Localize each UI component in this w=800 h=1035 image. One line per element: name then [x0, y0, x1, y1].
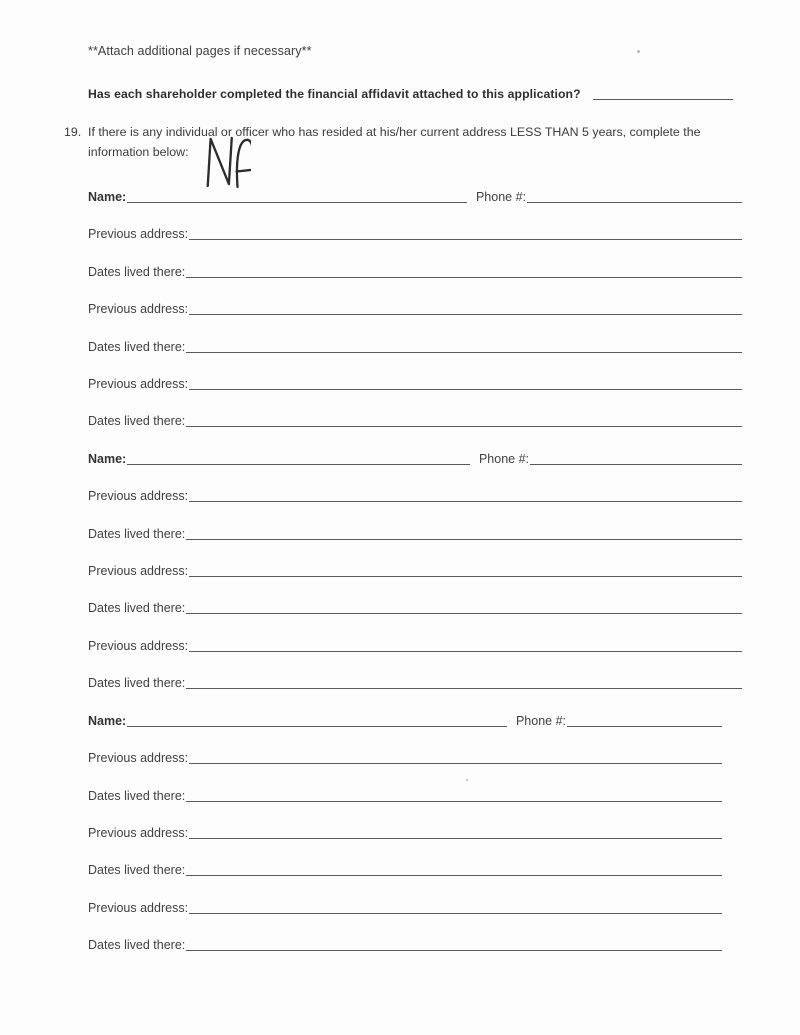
dates-lived-blank	[186, 413, 742, 427]
question-19-text-line2: information below:	[88, 144, 189, 159]
dates-lived-blank	[186, 264, 742, 278]
dates-lived-label: Dates lived there:	[88, 414, 186, 428]
dates-lived-blank	[186, 600, 742, 614]
dates-lived-label: Dates lived there:	[88, 938, 186, 952]
question-19-text	[88, 123, 701, 162]
scan-speck	[466, 779, 468, 781]
name-blank	[127, 713, 507, 727]
dates-lived-row	[88, 934, 722, 952]
dates-lived-row	[88, 672, 742, 690]
phone-label: Phone #:	[515, 714, 566, 728]
previous-address-label: Previous address:	[88, 826, 189, 840]
name-row	[88, 448, 742, 466]
affidavit-question: Has each shareholder completed the financial affidavit attached to this application?	[88, 87, 581, 101]
previous-address-row	[88, 560, 742, 578]
name-row	[88, 186, 742, 204]
attach-note: **Attach additional pages if necessary**	[88, 44, 312, 58]
dates-lived-label: Dates lived there:	[88, 863, 186, 877]
previous-address-blank	[189, 900, 722, 914]
dates-lived-blank	[186, 339, 742, 353]
question-19	[64, 123, 744, 162]
dates-lived-row	[88, 523, 742, 541]
previous-address-label: Previous address:	[88, 302, 189, 316]
previous-address-blank	[189, 488, 742, 502]
previous-address-label: Previous address:	[88, 751, 189, 765]
name-row	[88, 710, 722, 728]
previous-address-label: Previous address:	[88, 489, 189, 503]
handwritten-na	[201, 131, 251, 189]
name-label: Name:	[88, 714, 127, 728]
phone-blank	[527, 189, 742, 203]
previous-address-label: Previous address:	[88, 564, 189, 578]
dates-lived-row	[88, 597, 742, 615]
name-label: Name:	[88, 190, 127, 204]
affidavit-question-row	[88, 83, 733, 101]
previous-address-blank	[189, 226, 742, 240]
previous-address-blank	[189, 825, 722, 839]
dates-lived-label: Dates lived there:	[88, 340, 186, 354]
dates-lived-row	[88, 410, 742, 428]
name-blank	[127, 189, 467, 203]
previous-address-row	[88, 897, 722, 915]
previous-address-blank	[189, 301, 742, 315]
dates-lived-row	[88, 785, 722, 803]
previous-address-blank	[189, 750, 722, 764]
dates-lived-blank	[186, 526, 742, 540]
previous-address-row	[88, 298, 742, 316]
previous-address-row	[88, 635, 742, 653]
dates-lived-label: Dates lived there:	[88, 789, 186, 803]
dates-lived-blank	[186, 788, 722, 802]
previous-address-row	[88, 822, 722, 840]
question-19-text-line1: If there is any individual or officer who has resided at his/her current address LESS THAN 5 years, complete the	[88, 125, 701, 139]
phone-blank	[530, 451, 742, 465]
handwritten-na-text	[0, 0, 1, 1]
name-label: Name:	[88, 452, 127, 466]
previous-address-label: Previous address:	[88, 901, 189, 915]
dates-lived-row	[88, 336, 742, 354]
previous-address-label: Previous address:	[88, 377, 189, 391]
previous-address-row	[88, 485, 742, 503]
phone-label: Phone #:	[475, 190, 526, 204]
dates-lived-row	[88, 859, 722, 877]
dates-lived-label: Dates lived there:	[88, 527, 186, 541]
previous-address-row	[88, 223, 742, 241]
previous-address-blank	[189, 376, 742, 390]
dates-lived-label: Dates lived there:	[88, 601, 186, 615]
dates-lived-blank	[186, 862, 722, 876]
previous-address-label: Previous address:	[88, 227, 189, 241]
phone-blank	[567, 713, 722, 727]
scan-speck	[637, 50, 640, 53]
previous-address-blank	[189, 638, 742, 652]
affidavit-answer-blank	[593, 86, 733, 100]
name-blank	[127, 451, 470, 465]
dates-lived-label: Dates lived there:	[88, 265, 186, 279]
dates-lived-blank	[186, 937, 722, 951]
previous-address-label: Previous address:	[88, 639, 189, 653]
previous-address-row	[88, 373, 742, 391]
previous-address-blank	[189, 563, 742, 577]
previous-address-row	[88, 747, 722, 765]
dates-lived-label: Dates lived there:	[88, 676, 186, 690]
dates-lived-blank	[186, 675, 742, 689]
phone-label: Phone #:	[478, 452, 529, 466]
question-19-number: 19.	[64, 125, 82, 139]
dates-lived-row	[88, 261, 742, 279]
